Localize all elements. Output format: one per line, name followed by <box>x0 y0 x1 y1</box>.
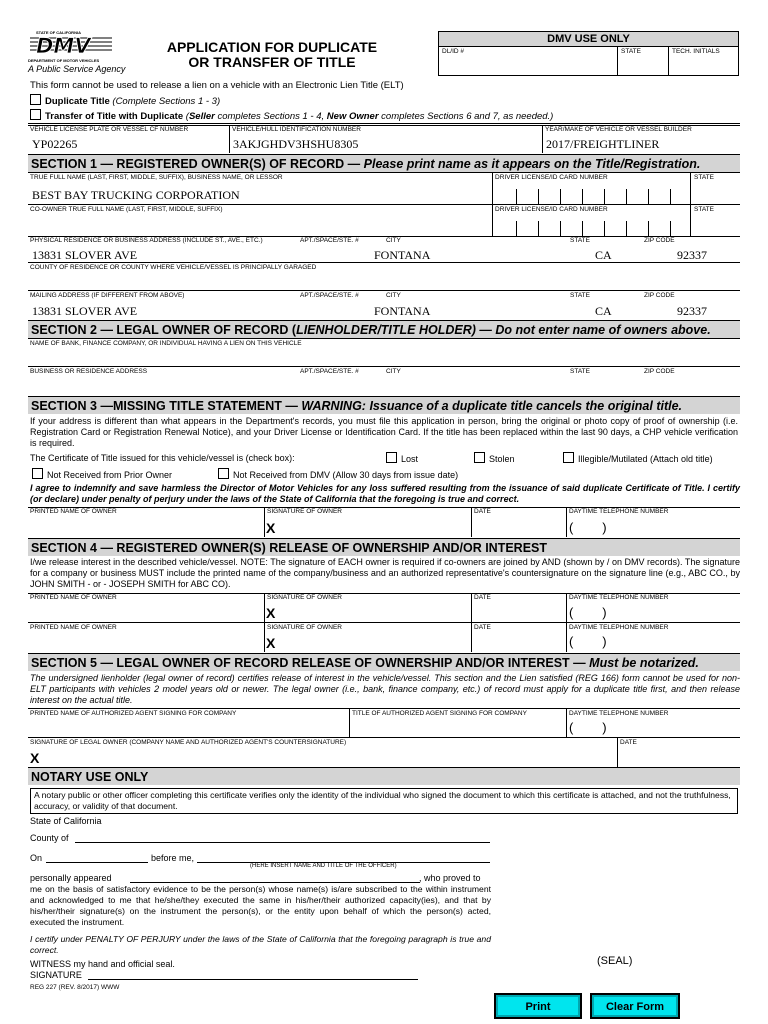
residence-zip-label: ZIP CODE <box>644 237 675 244</box>
form-title-line2: OR TRANSFER OF TITLE <box>188 54 356 70</box>
residence-state-value[interactable]: CA <box>595 248 612 262</box>
s3-phone-value[interactable]: ( ) <box>569 520 607 535</box>
plate-label: VEHICLE LICENSE PLATE OR VESSEL CF NUMBER <box>30 126 189 133</box>
not-received-dmv-checkbox[interactable] <box>218 468 229 479</box>
mailing-city-label: CITY <box>386 292 401 299</box>
year-make-value[interactable]: 2017/FREIGHTLINER <box>546 137 660 151</box>
stolen-option[interactable]: Stolen <box>474 452 515 465</box>
lost-option[interactable]: Lost <box>386 452 418 465</box>
logo-graphic <box>28 34 114 56</box>
s3-printed-name-label: PRINTED NAME OF OWNER <box>30 508 117 515</box>
s4-date-label-2: DATE <box>474 624 491 631</box>
year-make-label: YEAR/MAKE OF VEHICLE OR VESSEL BUILDER <box>545 126 692 133</box>
s5-agent-title-label: TITLE OF AUTHORIZED AGENT SIGNING FOR COMPANY <box>352 710 527 717</box>
illegible-option[interactable]: Illegible/Mutilated (Attach old title) <box>563 452 713 465</box>
s4-signature-label-1: SIGNATURE OF OWNER <box>267 594 342 601</box>
notary-before-me: before me, <box>151 853 195 863</box>
not-received-prior-option[interactable]: Not Received from Prior Owner <box>32 468 172 481</box>
s3-date-label: DATE <box>474 508 491 515</box>
residence-address-value[interactable]: 13831 SLOVER AVE <box>32 248 138 262</box>
s4-signature-x-1[interactable]: X <box>266 605 276 621</box>
agency-tagline: A Public Service Agency <box>28 64 126 74</box>
s4-phone-label-1: DAYTIME TELEPHONE NUMBER <box>569 594 669 601</box>
notary-personally-appeared: personally appeared <box>30 873 112 883</box>
duplicate-title-checkbox[interactable] <box>30 94 41 105</box>
section4-heading: SECTION 4 — REGISTERED OWNER(S) RELEASE OF OWNERSHIP AND/OR INTEREST <box>28 538 740 556</box>
s4-signature-x-2[interactable]: X <box>266 635 276 651</box>
s5-signature-x[interactable]: X <box>30 750 40 766</box>
notary-heading: NOTARY USE ONLY <box>28 767 740 785</box>
coowner-name-label: CO-OWNER TRUE FULL NAME (LAST, FIRST, MIDDLE, SUFFIX) <box>30 206 223 213</box>
lienholder-name-label: NAME OF BANK, FINANCE COMPANY, OR INDIVIDUAL HAVING A LIEN ON THIS VEHICLE <box>30 340 302 347</box>
notary-who-proved: , who proved to <box>419 873 481 883</box>
mailing-label: MAILING ADDRESS (IF DIFFERENT FROM ABOVE) <box>30 292 185 299</box>
residence-state-label: STATE <box>570 237 590 244</box>
mailing-state-value[interactable]: CA <box>595 304 612 318</box>
s5-phone-label: DAYTIME TELEPHONE NUMBER <box>569 710 669 717</box>
s4-phone-value-2[interactable]: ( ) <box>569 634 607 649</box>
section3-paragraph: If your address is different than what appears in the Department's records, you must file this application in person, bring the original or photo copy of proof of ownership (i.e. Registration Card or Registration Renewal Notice), and your Driver License or Identification Card. If the title has been replaced within the last 90 days, a CHP vehicle verification is required. <box>30 416 738 448</box>
elt-note: This form cannot be used to release a lien on a vehicle with an Electronic Lien Title (ELT) <box>30 80 404 91</box>
duplicate-title-option[interactable] <box>30 94 220 107</box>
logo-small-bottom: DEPARTMENT OF MOTOR VEHICLES <box>28 58 100 63</box>
transfer-title-option[interactable] <box>30 109 553 122</box>
certificate-status-text: The Certificate of Title issued for this vehicle/vessel is (check box): <box>30 453 295 463</box>
transfer-note-c: completes Sections 6 and 7, as needed.) <box>378 111 554 122</box>
dmv-use-box <box>438 31 739 76</box>
residence-zip-value[interactable]: 92337 <box>677 248 707 262</box>
lost-checkbox[interactable] <box>386 452 397 463</box>
owner-dl-label: DRIVER LICENSE/ID CARD NUMBER <box>495 174 608 181</box>
not-received-prior-checkbox[interactable] <box>32 468 43 479</box>
owner-name-label: TRUE FULL NAME (LAST, FIRST, MIDDLE, SUFFIX), BUSINESS NAME, OR LESSOR <box>30 174 283 181</box>
illegible-checkbox[interactable] <box>563 452 574 463</box>
form-id: REG 227 (REV. 8/2017) WWW <box>30 984 120 991</box>
s5-phone-value[interactable]: ( ) <box>569 720 607 735</box>
mailing-state-label: STATE <box>570 292 590 299</box>
notary-on-label: On <box>30 853 43 863</box>
county-label: COUNTY OF RESIDENCE OR COUNTY WHERE VEHICLE/VESSEL IS PRINCIPALLY GARAGED <box>30 264 317 271</box>
s5-agent-name-label: PRINTED NAME OF AUTHORIZED AGENT SIGNING FOR COMPANY <box>30 710 237 717</box>
s4-printed-name-label-2: PRINTED NAME OF OWNER <box>30 624 117 631</box>
transfer-note-seller: Seller <box>188 111 215 122</box>
indemnify-statement: I agree to indemnify and save harmless the Director of Motor Vehicles for any loss suffered resulting from the issuance of said duplicate Certificate of Title. I certify (or declare) under penalty of perjury under the laws of the State of California that the foregoing is true and correct. <box>30 483 740 504</box>
lienholder-address-label: BUSINESS OR RESIDENCE ADDRESS <box>30 368 148 375</box>
mailing-address-value[interactable]: 13831 SLOVER AVE <box>32 304 138 318</box>
print-button[interactable]: Print <box>494 993 582 1019</box>
coowner-dl-label: DRIVER LICENSE/ID CARD NUMBER <box>495 206 608 213</box>
s4-date-label-1: DATE <box>474 594 491 601</box>
section5-heading: SECTION 5 — LEGAL OWNER OF RECORD RELEASE OF OWNERSHIP AND/OR INTEREST — Must be notarized. <box>28 653 740 671</box>
lienholder-state-label: STATE <box>570 368 590 375</box>
transfer-title-label: Transfer of Title with Duplicate <box>45 111 184 122</box>
s4-signature-label-2: SIGNATURE OF OWNER <box>267 624 342 631</box>
notary-seal: (SEAL) <box>597 955 633 967</box>
duplicate-title-note: (Complete Sections 1 - 3) <box>112 96 221 107</box>
section4-paragraph: I/we release interest in the described vehicle/vessel. NOTE: The signature of EACH owner is required if co-owners are joined by AND (shown by / on DMV records). The signature for a company or business MUST include the printed name of the company/business and an authorized representative's countersignature on the signature line (e.g., ABC CO., by JOHN SMITH - or - JOSEPH SMITH for ABC CO). <box>30 557 740 589</box>
notary-body: me on the basis of satisfactory evidence to be the person(s) whose name(s) is/are subscribed to the within instrument and acknowledged to me that he/she/they executed the same in his/her/their authorized capacity(ies), and that by his/her/their signature(s) on the instrument the person(s), or the entity upon behalf of which the person(s) acted, executed the instrument. <box>30 884 491 927</box>
owner-name-value[interactable]: BEST BAY TRUCKING CORPORATION <box>32 188 240 202</box>
mailing-zip-label: ZIP CODE <box>644 292 675 299</box>
dmv-logo <box>28 30 116 64</box>
notary-disclaimer-box <box>30 788 738 814</box>
lienholder-city-label: CITY <box>386 368 401 375</box>
stolen-checkbox[interactable] <box>474 452 485 463</box>
transfer-title-checkbox[interactable] <box>30 109 41 120</box>
lienholder-zip-label: ZIP CODE <box>644 368 675 375</box>
owner-state-label: STATE <box>694 174 714 181</box>
residence-apt-label: APT./SPACE/STE. # <box>300 237 359 244</box>
dmv-state-label: STATE <box>621 48 641 55</box>
notary-penalty: I certify under PENALTY OF PERJURY under the laws of the State of California that the foregoing paragraph is true and correct. <box>30 934 491 955</box>
residence-city-value[interactable]: FONTANA <box>374 248 431 262</box>
transfer-note-b: completes Sections 1 - 4, <box>214 111 327 122</box>
s3-signature-x[interactable]: X <box>266 520 276 536</box>
s3-phone-label: DAYTIME TELEPHONE NUMBER <box>569 508 669 515</box>
dmv-dlid-label: DL/ID # <box>442 48 465 55</box>
notary-witness: WITNESS my hand and official seal. <box>30 959 175 969</box>
residence-label: PHYSICAL RESIDENCE OR BUSINESS ADDRESS (INCLUDE ST., AVE., ETC.) <box>30 237 263 244</box>
section3-heading: SECTION 3 —MISSING TITLE STATEMENT — WARNING: Issuance of a duplicate title cancels the original title. <box>28 396 740 414</box>
form-title-line1: APPLICATION FOR DUPLICATE <box>166 39 378 55</box>
coowner-state-label: STATE <box>694 206 714 213</box>
logo-text: DMV <box>36 34 91 56</box>
form-title <box>140 40 404 70</box>
dmv-tech-label: TECH. INITIALS <box>672 48 720 55</box>
s4-phone-value-1[interactable]: ( ) <box>569 605 607 620</box>
notary-disclaimer-text: A notary public or other officer completing this certificate verifies only the identity of the individual who signed the document to which this certificate is attached, and not the truthfulness, accuracy, or validity of that document. <box>34 790 731 811</box>
lienholder-apt-label: APT./SPACE/STE. # <box>300 368 359 375</box>
s4-printed-name-label-1: PRINTED NAME OF OWNER <box>30 594 117 601</box>
vin-value[interactable]: 3AKJGHDV3HSHU8305 <box>233 137 359 151</box>
s3-signature-label: SIGNATURE OF OWNER <box>267 508 342 515</box>
notary-county-label: County of <box>30 833 69 843</box>
notary-state: State of California <box>30 816 102 826</box>
logo-small-top: STATE OF CALIFORNIA <box>36 30 81 35</box>
notary-insert-name: (HERE INSERT NAME AND TITLE OF THE OFFICER) <box>250 863 397 869</box>
s5-signature-label: SIGNATURE OF LEGAL OWNER (COMPANY NAME AND AUTHORIZED AGENT'S COUNTERSIGNATURE) <box>30 739 347 746</box>
clear-form-button[interactable]: Clear Form <box>590 993 680 1019</box>
not-received-dmv-option[interactable]: Not Received from DMV (Allow 30 days from issue date) <box>218 468 458 481</box>
transfer-note-a: ( <box>185 111 189 122</box>
section1-heading: SECTION 1 — REGISTERED OWNER(S) OF RECORD — Please print name as it appears on the Title/Registration. <box>28 154 740 172</box>
duplicate-title-label: Duplicate Title <box>45 96 110 107</box>
residence-city-label: CITY <box>386 237 401 244</box>
dmv-use-title: DMV USE ONLY <box>439 32 738 47</box>
notary-signature-label: SIGNATURE <box>30 970 82 980</box>
plate-value[interactable]: YP02265 <box>32 137 78 151</box>
mailing-apt-label: APT./SPACE/STE. # <box>300 292 359 299</box>
mailing-city-value[interactable]: FONTANA <box>374 304 431 318</box>
section5-paragraph: The undersigned lienholder (legal owner of record) certifies release of interest in the vehicle/vessel. This section and the Lien satisfied (REG 166) form cannot be used for non-ELT participants with vehicles 2 model years old or newer. The legal owner (i.e., bank, finance company, etc.) of record must apply for a duplicate title first, and then release interest on the actual title. <box>30 673 740 705</box>
s5-date-label: DATE <box>620 739 637 746</box>
vin-label: VEHICLE/HULL IDENTIFICATION NUMBER <box>232 126 361 133</box>
s4-phone-label-2: DAYTIME TELEPHONE NUMBER <box>569 624 669 631</box>
mailing-zip-value[interactable]: 92337 <box>677 304 707 318</box>
section2-heading: SECTION 2 — LEGAL OWNER OF RECORD (LIENHOLDER/TITLE HOLDER) — Do not enter name of owners above. <box>28 320 740 338</box>
transfer-note-new-owner: New Owner <box>326 111 379 122</box>
section1-heading-italic: Please print name as it appears on the Title/Registration. <box>363 157 701 171</box>
